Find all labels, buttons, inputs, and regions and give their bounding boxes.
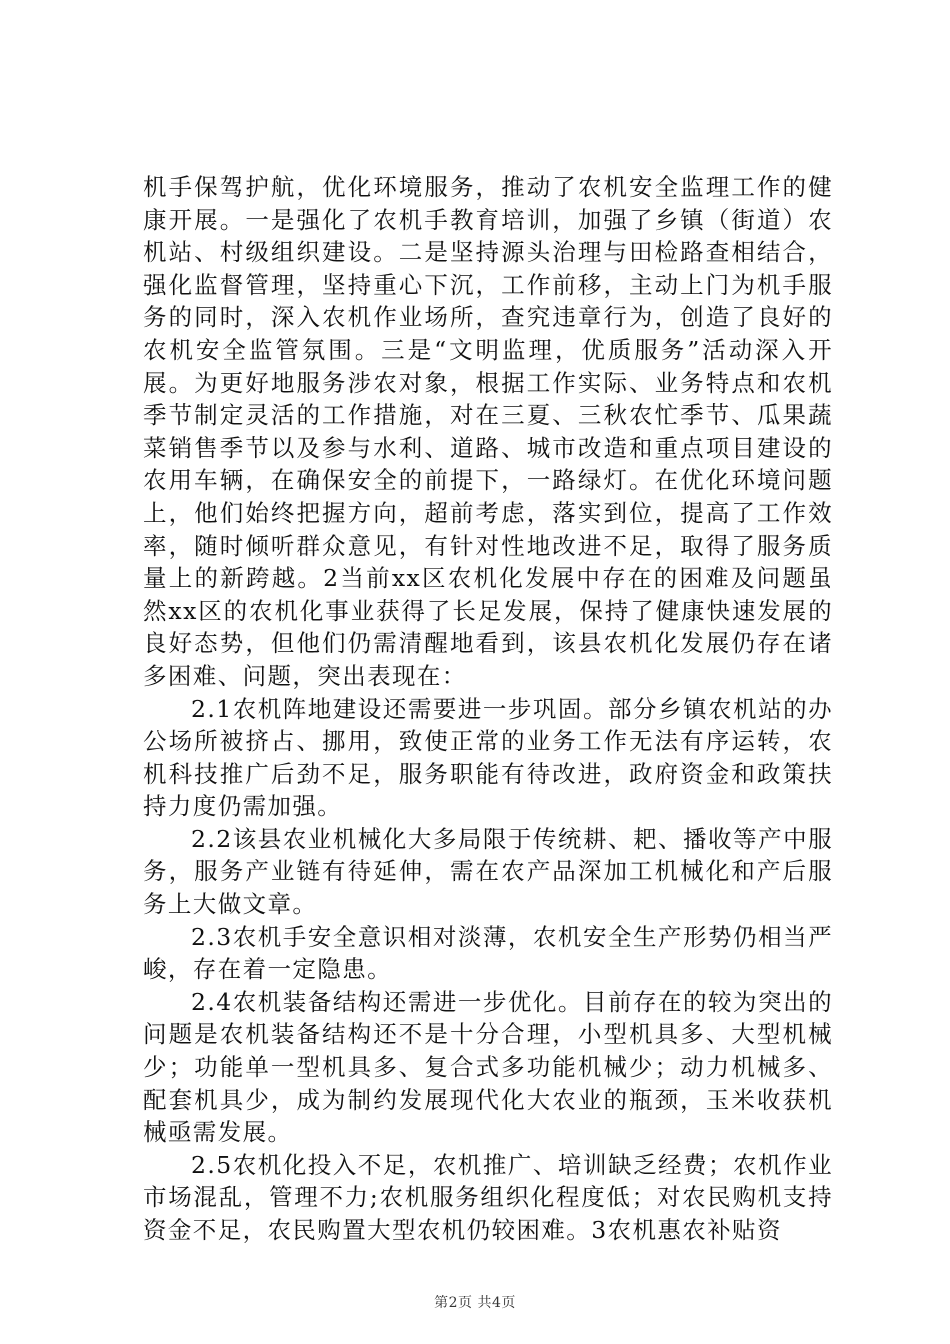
- paragraph-2-5: 2.5农机化投入不足，农机推广、培训缺乏经费；农机作业市场混乱，管理不力;农机服务组织化程度低；对农民购机支持资金不足，农民购置大型农机仍较困难。3农机惠农补贴资: [143, 1150, 833, 1244]
- page-footer: 第2页 共4页: [434, 1295, 516, 1311]
- document-body: [143, 171, 833, 1247]
- paragraph-2-2: 2.2该县农业机械化大多局限于传统耕、耙、播收等产中服务，服务产业链有待延伸，需在农产品深加工机械化和产后服务上大做文章。: [143, 824, 833, 919]
- paragraph-2-3: 2.3农机手安全意识相对淡薄，农机安全生产形势仍相当严峻，存在着一定隐患。: [143, 922, 833, 984]
- paragraph-2-4: 2.4农机装备结构还需进一步优化。目前存在的较为突出的问题是农机装备结构还不是十分合理，小型机具多、大型机械少；功能单一型机具多、复合式多功能机械少；动力机械多、配套机具少，成为制约发展现代化大农业的瓶颈，玉米收获机械亟需发展。: [143, 987, 833, 1147]
- paragraph-intro: 机手保驾护航，优化环境服务，推动了农机安全监理工作的健康开展。一是强化了农机手教育培训，加强了乡镇（街道）农机站、村级组织建设。二是坚持源头治理与田检路查相结合，强化监督管理，坚持重心下沉，工作前移，主动上门为机手服务的同时，深入农机作业场所，查究违章行为，创造了良好的农机安全监管氛围。三是“文明监理，优质服务”活动深入开展。为更好地服务涉农对象，根据工作实际、业务特点和农机季节制定灵活的工作措施，对在三夏、三秋农忙季节、瓜果蔬菜销售季节以及参与水利、道路、城市改造和重点项目建设的农用车辆，在确保安全的前提下，一路绿灯。在优化环境问题上，他们始终把握方向，超前考虑，落实到位，提高了工作效率，随时倾听群众意见，有针对性地改进不足，取得了服务质量上的新跨越。2当前xx区农机化发展中存在的困难及问题虽然xx区的农机化事业获得了长足发展，保持了健康快速发展的良好态势，但他们仍需清醒地看到，该县农机化发展仍存在诸多困难、问题，突出表现在：: [143, 173, 833, 690]
- paragraph-2-1: 2.1农机阵地建设还需要进一步巩固。部分乡镇农机站的办公场所被挤占、挪用，致使正常的业务工作无法有序运转，农机科技推广后劲不足，服务职能有待改进，政府资金和政策扶持力度仍需加强。: [143, 694, 833, 821]
